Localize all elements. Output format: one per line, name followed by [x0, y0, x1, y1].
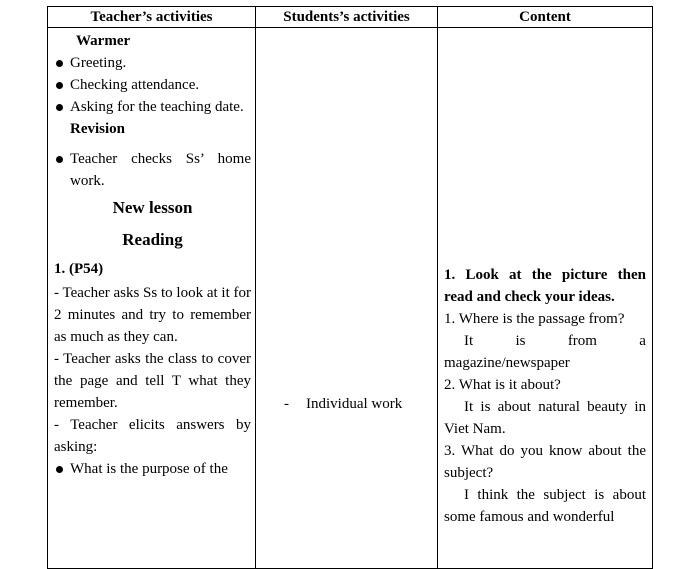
answer-1-word: It — [464, 333, 474, 349]
question-3: 3. What do you know about the subject? — [444, 443, 646, 481]
student-activity — [256, 393, 437, 415]
header-teacher-activities: Teacher’s activities — [48, 7, 256, 28]
answer-1-word: a — [639, 333, 646, 349]
student-activity-text: Individual work — [306, 396, 403, 412]
question-2: 2. What is it about? — [444, 377, 561, 393]
warmer-heading: Warmer — [76, 33, 131, 49]
revision-heading: Revision — [70, 121, 126, 137]
warmer-item: Asking for the teaching date. — [54, 96, 251, 118]
question-1: 1. Where is the passage from? — [444, 311, 625, 327]
revision-list — [54, 148, 251, 192]
elicit-list — [54, 458, 251, 480]
answer-1-line — [444, 330, 646, 352]
content-task-title: 1. Look at the picture then read and check your ideas. — [444, 267, 646, 305]
header-content: Content — [438, 7, 653, 28]
lesson-plan-table — [47, 6, 653, 569]
reading-heading: Reading — [122, 230, 183, 249]
teacher-activities-cell — [48, 28, 256, 569]
header-students-activities: Students’s activities — [256, 7, 438, 28]
answer-2: It is about natural beauty in Viet Nam. — [444, 399, 646, 437]
students-activities-cell — [256, 28, 438, 569]
warmer-list — [54, 52, 251, 118]
teacher-step: - Teacher asks the class to cover the page and tell T what they remember. — [54, 351, 251, 411]
answer-3: I think the subject is about some famous and wonderful — [444, 487, 646, 525]
header-row — [48, 7, 653, 28]
answer-1-word: from — [567, 333, 597, 349]
task-label: 1. (P54) — [54, 261, 104, 277]
warmer-item: Checking attendance. — [54, 74, 251, 96]
warmer-item: Greeting. — [54, 52, 251, 74]
new-lesson-heading: New lesson — [112, 198, 193, 217]
body-row — [48, 28, 653, 569]
revision-item: Teacher checks Ss’ home work. — [54, 148, 251, 192]
answer-1-end: magazine/newspaper — [444, 355, 570, 371]
teacher-step: - Teacher asks Ss to look at it for 2 minutes and try to remember as much as they can. — [54, 285, 251, 345]
teacher-step: - Teacher elicits answers by asking: — [54, 417, 251, 455]
dash-marker: - — [284, 396, 289, 412]
content-cell — [438, 28, 653, 569]
answer-1-word: is — [515, 333, 526, 349]
elicit-item: What is the purpose of the — [54, 458, 251, 480]
